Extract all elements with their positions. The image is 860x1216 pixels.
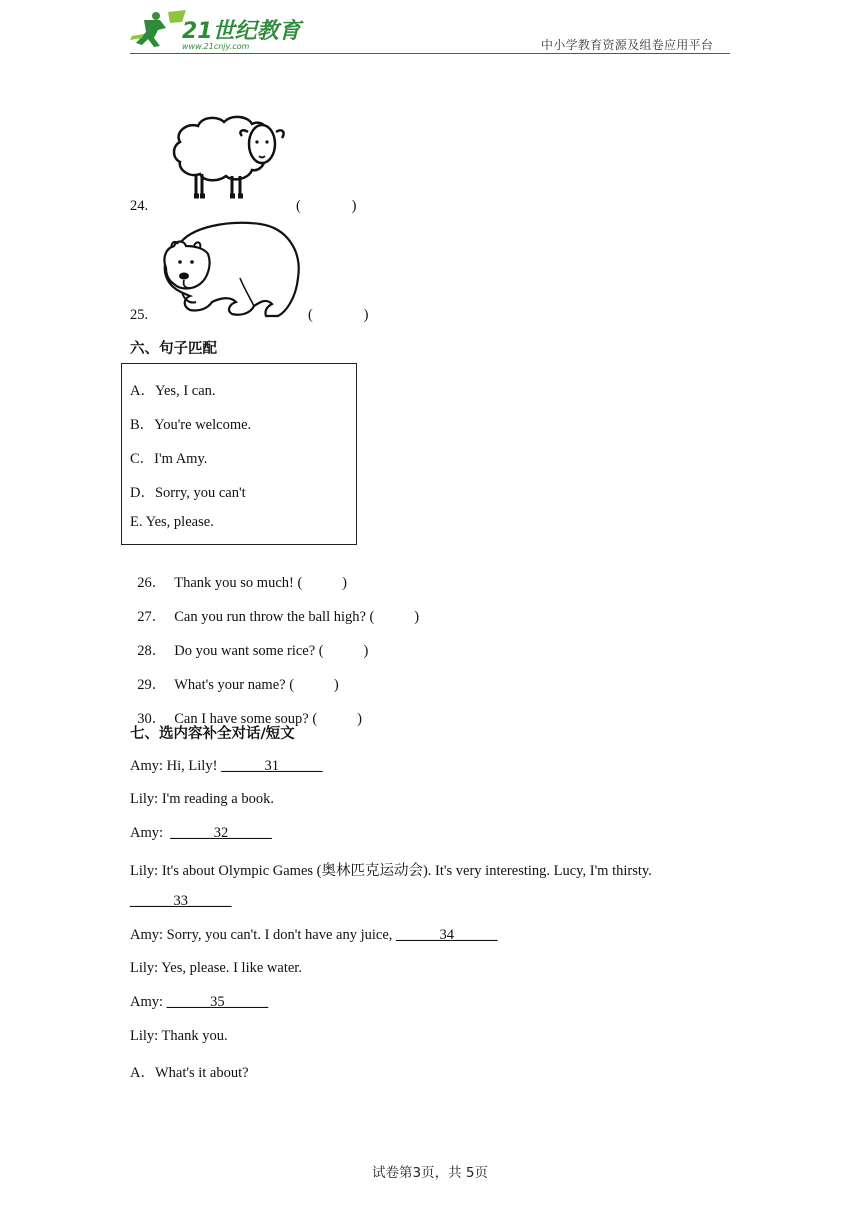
answer-paren-25[interactable]: ( ) (308, 307, 369, 323)
dialogue-line (130, 927, 498, 944)
option-b: B．You're welcome. (130, 417, 252, 433)
question-number: 24. (130, 198, 149, 214)
svg-text:21世纪教育: 21世纪教育 (182, 19, 301, 44)
bear-picture (160, 218, 302, 325)
dialogue-line (130, 791, 274, 808)
site-logo (130, 6, 310, 52)
dialogue-line (130, 859, 652, 880)
option-d: D．Sorry, you can't (130, 485, 246, 501)
question-text: What's your name? ( ) (174, 677, 339, 693)
blank-31[interactable]: ______31______ (221, 758, 323, 774)
question-number: 25. (130, 307, 149, 323)
option-a: A．Yes, I can. (130, 383, 216, 399)
blank-35[interactable]: ______35______ (166, 994, 269, 1010)
page-footer: 试卷第3页，共 5页 (372, 1165, 488, 1181)
blank-32[interactable]: ______32______ (170, 825, 272, 841)
question-24 (130, 198, 148, 215)
option-e: E. Yes, please. (130, 514, 214, 530)
dialogue-text: Amy: (130, 825, 171, 841)
answer-paren-24[interactable]: ( ) (296, 198, 357, 214)
section-6-heading: 六、句子匹配 (130, 341, 217, 357)
dialogue-text: Lily: Thank you. (130, 1028, 228, 1044)
question-number: 28． (137, 643, 167, 659)
option-text: A．What's it about? (130, 1065, 249, 1081)
dialogue-text: Amy: Hi, Lily! (130, 758, 222, 774)
dialogue-line (130, 994, 268, 1011)
svg-text:www.21cnjy.com: www.21cnjy.com (182, 42, 250, 51)
question-29[interactable] (130, 656, 339, 694)
question-text: Can I have some soup? ( ) (174, 711, 362, 727)
dialogue-line (130, 1028, 228, 1045)
dialogue-line (130, 960, 302, 977)
dialogue-line (130, 758, 323, 775)
question-text: Thank you so much! ( ) (174, 575, 348, 591)
dialogue-text: Amy: Sorry, you can't. I don't have any juice, (130, 927, 397, 943)
blank-33[interactable]: ______33______ (130, 893, 232, 909)
header-divider (130, 53, 730, 54)
bear-icon (160, 218, 302, 320)
question-number: 29． (137, 677, 167, 693)
question-number: 26． (137, 575, 167, 591)
question-number: 27． (137, 609, 167, 625)
question-28[interactable] (130, 622, 368, 660)
question-text: Can you run throw the ball high? ( ) (174, 609, 420, 625)
question-27[interactable] (130, 588, 419, 626)
dialogue-text: Lily: I'm reading a book. (130, 791, 274, 807)
question-text: Do you want some rice? ( ) (174, 643, 369, 659)
blank-34[interactable]: ______34______ (396, 927, 498, 943)
dialogue-text: Amy: (130, 994, 167, 1010)
sheep-picture (168, 112, 290, 209)
dialogue-text: Lily: Yes, please. I like water. (130, 960, 302, 976)
sheep-icon (168, 112, 290, 204)
dialogue-line (130, 825, 272, 842)
question-26[interactable] (130, 554, 347, 592)
dialogue-text: Lily: It's about Olympic Games (奥林匹克运动会). It's very interesting. Lucy, I'm thirsty. (130, 863, 652, 879)
option-line (130, 1061, 249, 1082)
question-number: 30． (137, 711, 167, 727)
runner-logo-icon (130, 6, 310, 52)
dialogue-line (130, 893, 232, 910)
section-7-heading: 七、选内容补全对话/短文 (130, 726, 295, 742)
header-platform-text: 中小学教育资源及组卷应用平台 (541, 38, 714, 52)
option-c: C．I'm Amy. (130, 451, 208, 467)
question-25 (130, 307, 148, 324)
